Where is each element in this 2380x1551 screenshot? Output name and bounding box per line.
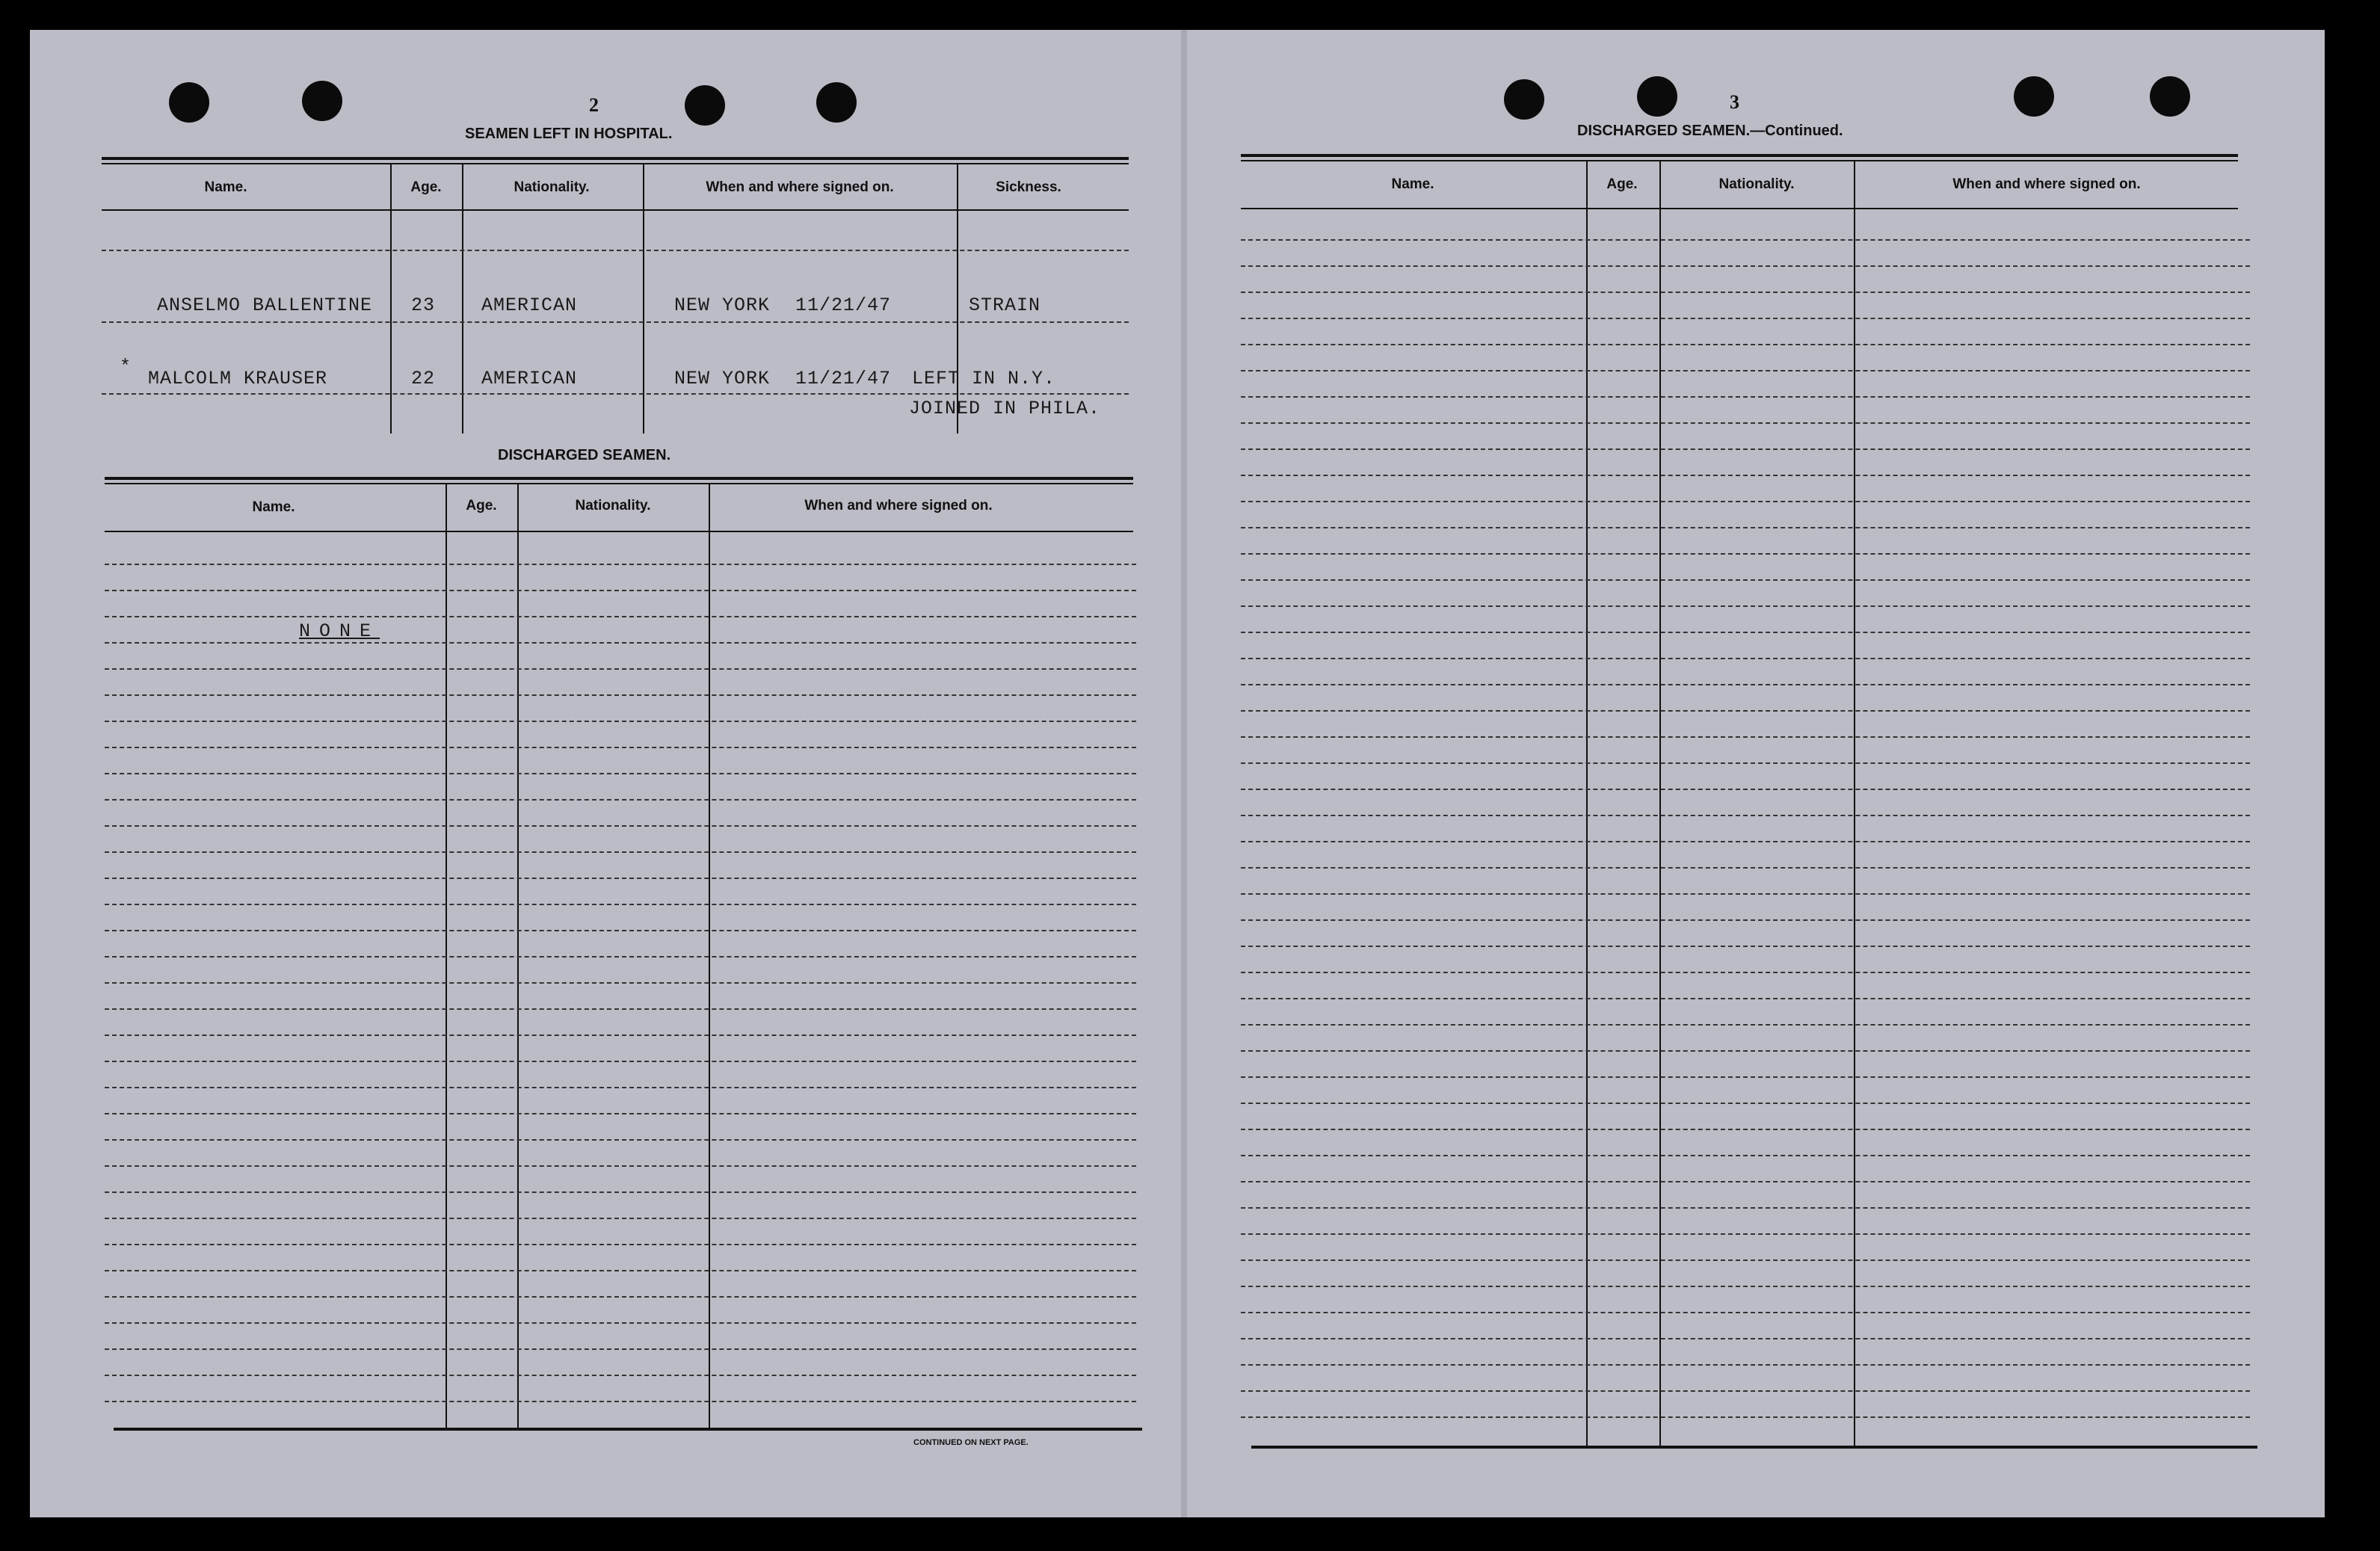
ruled-line: [1241, 1390, 2250, 1392]
hospital-nationality: AMERICAN: [481, 368, 578, 389]
ruled-line: [1241, 422, 2250, 424]
ruled-line: [1241, 972, 2250, 973]
col-header-signed-on: When and where signed on.: [706, 179, 894, 195]
ruled-line: [105, 668, 1136, 670]
ruled-line: [105, 1270, 1136, 1271]
col-header-nationality: Nationality.: [514, 179, 590, 195]
ruled-line: [105, 1113, 1136, 1114]
col-header-name: Name.: [252, 499, 295, 515]
ruled-line: [105, 642, 1136, 644]
ruled-line: [105, 825, 1136, 827]
ruled-line: [105, 904, 1136, 905]
ruled-line: [105, 1348, 1136, 1350]
ruled-line: [105, 1375, 1136, 1376]
hospital-place: NEW YORK: [674, 295, 771, 316]
page-number: 2: [589, 94, 599, 116]
ruled-line: [1241, 605, 2250, 607]
ruled-line: [1241, 292, 2250, 293]
ruled-line: [105, 1061, 1136, 1062]
punch-hole: [1504, 79, 1544, 120]
ruled-line: [1241, 1338, 2250, 1339]
ruled-line: [1241, 736, 2250, 738]
document-sheet: [30, 30, 2325, 1517]
ruled-line: [1241, 1312, 2250, 1313]
ruled-line: [105, 1034, 1136, 1036]
ruled-line: [1241, 789, 2250, 790]
hospital-name: MALCOLM KRAUSER: [148, 368, 328, 389]
discharged-entry: NONE: [299, 620, 380, 642]
hospital-note: JOINED IN PHILA.: [909, 398, 1101, 419]
ruled-line: [1241, 867, 2250, 869]
punch-hole: [2014, 76, 2054, 117]
punch-hole: [2150, 76, 2190, 117]
left-page: [30, 30, 1181, 1517]
col-header-age: Age.: [410, 179, 442, 195]
ruled-line: [1241, 632, 2250, 633]
ruled-line: [1241, 1364, 2250, 1366]
ruled-line: [1241, 1076, 2250, 1078]
ruled-line: [1241, 1207, 2250, 1209]
ruled-line: [105, 1087, 1136, 1088]
ruled-line: [1241, 475, 2250, 476]
col-header-nationality: Nationality.: [1718, 176, 1795, 192]
punch-hole: [302, 81, 342, 121]
col-header-name: Name.: [204, 179, 247, 195]
ruled-line: [105, 1401, 1136, 1402]
punch-hole: [1637, 76, 1677, 117]
hospital-date: 11/21/47: [795, 368, 892, 389]
ruled-line: [1241, 448, 2250, 450]
punch-hole: [169, 82, 209, 123]
ruled-line: [1241, 919, 2250, 921]
ruled-line: [105, 721, 1136, 722]
hospital-title: SEAMEN LEFT IN HOSPITAL.: [465, 126, 673, 142]
ruled-line: [1241, 318, 2250, 319]
discharged-title: DISCHARGED SEAMEN.: [498, 447, 671, 463]
ruled-line: [105, 590, 1136, 591]
ruled-line: [1241, 841, 2250, 842]
row-mark: *: [120, 356, 132, 377]
ruled-line: [1241, 1181, 2250, 1182]
ruled-line: [1241, 658, 2250, 659]
ruled-line: [105, 1244, 1136, 1245]
ruled-line: [105, 878, 1136, 879]
hospital-place: NEW YORK: [674, 368, 771, 389]
hospital-date: 11/21/47: [795, 295, 892, 316]
hospital-name: ANSELMO BALLENTINE: [157, 295, 373, 316]
ruled-line: [1241, 1129, 2250, 1130]
ruled-line: [1241, 1259, 2250, 1261]
continued-note: CONTINUED ON NEXT PAGE.: [913, 1438, 1029, 1447]
ruled-line: [105, 616, 1136, 617]
right-page: [1187, 30, 2325, 1517]
ruled-line: [105, 1008, 1136, 1010]
ruled-line: [1241, 815, 2250, 816]
ruled-line: [1241, 684, 2250, 685]
hospital-sickness: LEFT IN N.Y.: [912, 368, 1056, 389]
ruled-line: [1241, 946, 2250, 947]
ruled-line: [105, 1139, 1136, 1141]
ruled-line: [1241, 710, 2250, 712]
ruled-line: [1241, 998, 2250, 999]
ruled-line: [1241, 1155, 2250, 1156]
col-header-signed-on: When and where signed on.: [1952, 176, 2141, 192]
ruled-line: [1241, 239, 2250, 241]
punch-hole: [816, 82, 857, 123]
ruled-line: [1241, 893, 2250, 895]
ruled-line: [1241, 396, 2250, 398]
ruled-line: [105, 747, 1136, 748]
col-header-signed-on: When and where signed on.: [804, 498, 993, 514]
punch-hole: [685, 85, 725, 126]
ruled-line: [1241, 1103, 2250, 1104]
ruled-line: [1241, 579, 2250, 581]
ruled-line: [1241, 1286, 2250, 1287]
ruled-line: [1241, 553, 2250, 555]
ruled-line: [105, 564, 1136, 565]
page-number: 3: [1730, 91, 1739, 113]
hospital-sickness: STRAIN: [969, 295, 1041, 316]
ruled-line: [105, 1296, 1136, 1298]
ruled-line: [1241, 1024, 2250, 1026]
col-header-nationality: Nationality.: [575, 498, 651, 514]
ruled-line: [105, 799, 1136, 801]
ruled-line: [105, 1322, 1136, 1324]
ruled-line: [105, 1191, 1136, 1193]
ruled-line: [105, 1218, 1136, 1219]
ruled-line: [105, 851, 1136, 853]
ruled-line: [105, 1165, 1136, 1167]
ruled-line: [1241, 1416, 2250, 1418]
ruled-line: [105, 694, 1136, 696]
hospital-age: 23: [411, 295, 436, 316]
ruled-line: [105, 773, 1136, 774]
hospital-nationality: AMERICAN: [481, 295, 578, 316]
ruled-line: [1241, 1233, 2250, 1235]
col-header-sickness: Sickness.: [996, 179, 1061, 195]
col-header-name: Name.: [1391, 176, 1434, 192]
ruled-line: [1241, 527, 2250, 528]
ruled-line: [1241, 1050, 2250, 1052]
ruled-line: [1241, 344, 2250, 345]
ruled-line: [1241, 762, 2250, 764]
ruled-line: [105, 982, 1136, 984]
ruled-line: [1241, 265, 2250, 267]
ruled-line: [105, 956, 1136, 958]
hospital-age: 22: [411, 368, 436, 389]
discharged-continued-title: DISCHARGED SEAMEN.—Continued.: [1577, 123, 1843, 139]
col-header-age: Age.: [1606, 176, 1638, 192]
page-fold: [1181, 30, 1187, 1517]
col-header-age: Age.: [466, 498, 497, 514]
ruled-line: [1241, 370, 2250, 371]
ruled-line: [105, 930, 1136, 931]
ruled-line: [1241, 501, 2250, 502]
